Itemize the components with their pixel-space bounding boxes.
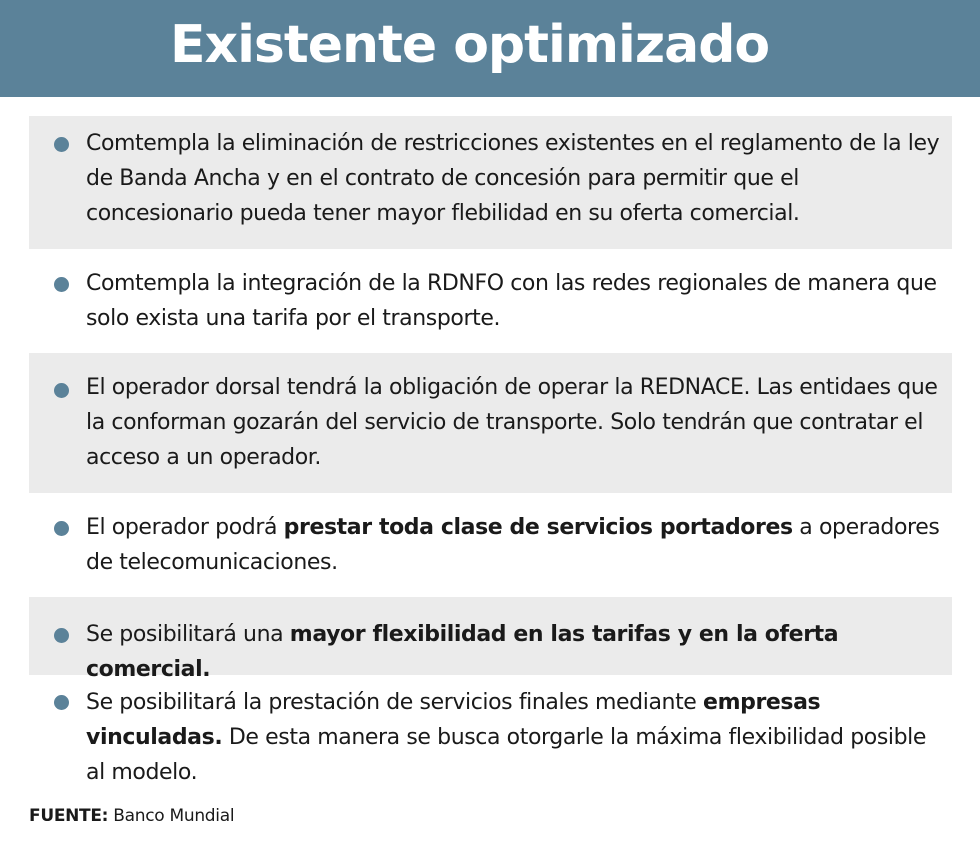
source-value: Banco Mundial <box>113 806 235 826</box>
list-item <box>29 597 952 682</box>
item-text <box>86 370 948 475</box>
item-text <box>86 510 948 580</box>
source-label: FUENTE: <box>29 806 109 826</box>
page-title: Existente optimizado <box>170 15 770 75</box>
item-text-part: Comtempla la integración de la RDNFO con las redes regionales de manera que solo exista una tarifa por el transporte. <box>86 271 937 331</box>
source-credit <box>29 805 234 827</box>
item-text-part: Se posibilitará la prestación de servicios finales mediante <box>86 690 704 715</box>
list-item <box>29 249 952 353</box>
bullet-icon <box>54 628 69 643</box>
bullet-icon <box>54 277 69 292</box>
header-banner <box>0 0 980 97</box>
list-item <box>29 116 952 249</box>
bullet-icon <box>54 383 69 398</box>
item-text-part: Comtempla la eliminación de restricciones existentes en el reglamento de la ley de Banda Ancha y en el contrato de concesión para permitir que el concesionario pueda tener mayor flebilidad en su oferta comercial. <box>86 131 940 226</box>
item-text-part: De esta manera se busca otorgarle la máxima flexibilidad posible al modelo. <box>86 725 927 785</box>
list-item <box>29 675 952 785</box>
item-text <box>86 266 948 336</box>
bullet-icon <box>54 521 69 536</box>
item-text-emphasis: mayor flexibilidad en las tarifas y en la oferta comercial. <box>86 622 839 682</box>
item-text-part: a operadores de telecomunicaciones. <box>86 515 940 575</box>
item-text-part: El operador podrá <box>86 515 284 540</box>
item-text-emphasis: empresas vinculadas. <box>86 690 821 750</box>
item-text-part: El operador dorsal tendrá la obligación de operar la REDNACE. Las entidaes que la conforman gozarán del servicio de transporte. Solo tendrán que contratar el acceso a un operador. <box>86 375 938 470</box>
list-item <box>29 493 952 597</box>
list-item <box>29 353 952 493</box>
bullet-icon <box>54 695 69 710</box>
item-text <box>86 126 948 231</box>
bullet-icon <box>54 137 69 152</box>
item-text <box>86 685 948 790</box>
item-text-emphasis: prestar toda clase de servicios portadores <box>283 515 793 540</box>
item-text-part: Se posibilitará una <box>86 622 290 647</box>
